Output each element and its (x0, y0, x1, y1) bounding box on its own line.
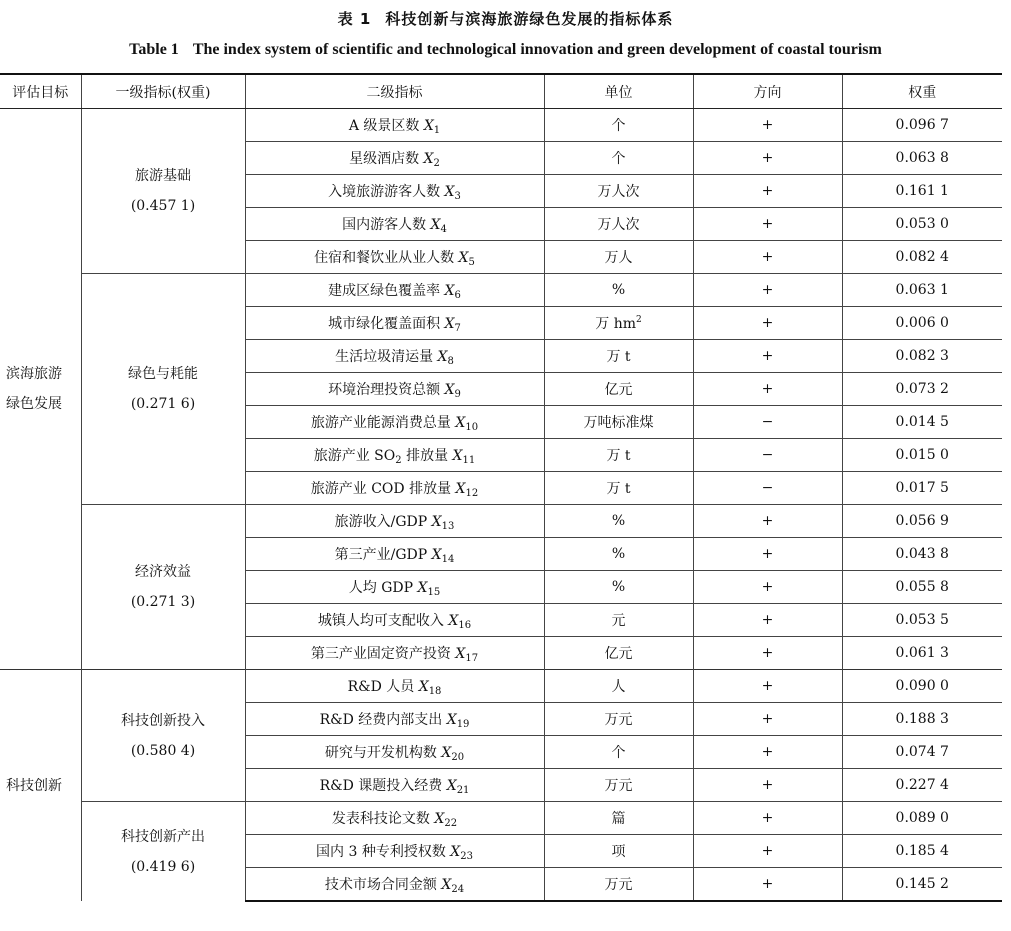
unit-text: 亿元 (604, 646, 633, 662)
level1-cell (81, 109, 245, 274)
indicator-variable-subscript: 10 (465, 421, 479, 433)
table-title-cn (0, 8, 1011, 29)
table-title-cn-text: 科技创新与滨海旅游绿色发展的指标体系 (385, 10, 674, 28)
table-row (0, 670, 1002, 703)
weight-cell: 0.082 4 (842, 241, 1002, 274)
level2-indicator-cell (245, 175, 544, 208)
level2-indicator-cell (245, 307, 544, 340)
weight-cell: 0.055 8 (842, 571, 1002, 604)
indicator-name: 入境旅游游客人数 (328, 183, 441, 200)
indicator-variable-subscript: 6 (454, 289, 461, 301)
indicator-variable-subscript: 22 (444, 817, 458, 829)
header-level1: 一级指标(权重) (81, 74, 245, 109)
weight-cell: 0.063 8 (842, 142, 1002, 175)
weight-cell: 0.188 3 (842, 703, 1002, 736)
indicator-name: 城镇人均可支配收入 (317, 612, 444, 629)
level2-indicator-cell (245, 604, 544, 637)
unit-cell (544, 439, 693, 472)
weight-cell: 0.090 0 (842, 670, 1002, 703)
unit-text: 篇 (611, 811, 626, 827)
level1-name: 科技创新产出 (121, 828, 205, 845)
table-number-en: Table 1 (129, 41, 179, 58)
indicator-variable-subscript: 8 (447, 355, 454, 367)
direction-cell: + (693, 340, 842, 373)
indicator-name-suffix: 排放量 (401, 447, 449, 464)
level2-indicator-cell (245, 439, 544, 472)
unit-cell (544, 835, 693, 868)
indicator-variable-subscript: 9 (454, 388, 461, 400)
indicator-variable: X (417, 579, 428, 596)
indicator-name: R&D 课题投入经费 (319, 777, 443, 794)
indicator-name: 生活垃圾清运量 (335, 348, 434, 365)
table-title-en (0, 41, 1011, 59)
header-level2: 二级指标 (245, 74, 544, 109)
indicator-variable-subscript: 1 (433, 124, 441, 136)
indicator-name: 第三产业/GDP (334, 546, 428, 563)
unit-cell (544, 406, 693, 439)
direction-cell: + (693, 769, 842, 802)
indicator-variable-subscript: 11 (462, 454, 476, 466)
indicator-variable-subscript: 17 (465, 652, 479, 664)
weight-cell: 0.061 3 (842, 637, 1002, 670)
indicator-name: 建成区绿色覆盖率 (328, 282, 441, 299)
indicator-variable-subscript: 7 (454, 322, 461, 334)
level2-indicator-cell (245, 505, 544, 538)
weight-cell: 0.006 0 (842, 307, 1002, 340)
goal-label-line: 滨海旅游 (6, 366, 62, 382)
goal-cell (0, 670, 81, 902)
level2-indicator-cell (245, 802, 544, 835)
weight-cell: 0.185 4 (842, 835, 1002, 868)
direction-cell: + (693, 208, 842, 241)
level1-name: 绿色与耗能 (128, 366, 198, 382)
unit-cell (544, 274, 693, 307)
indicator-name: 旅游收入/GDP (334, 513, 428, 530)
direction-cell: + (693, 802, 842, 835)
indicator-name: 研究与开发机构数 (324, 744, 437, 761)
direction-cell: + (693, 307, 842, 340)
unit-text: 万 t (606, 349, 631, 365)
unit-text: 万吨标准煤 (583, 415, 654, 431)
direction-cell: + (693, 175, 842, 208)
direction-cell: + (693, 835, 842, 868)
direction-cell: + (693, 571, 842, 604)
level2-indicator-cell (245, 109, 544, 142)
indicator-name: 人均 GDP (348, 579, 414, 596)
direction-cell: + (693, 109, 842, 142)
level2-indicator-cell (245, 703, 544, 736)
indicator-variable: X (441, 876, 452, 893)
level2-indicator-cell (245, 208, 544, 241)
level1-name: 科技创新投入 (121, 712, 205, 729)
goal-label-line: 绿色发展 (6, 396, 62, 412)
weight-cell: 0.053 5 (842, 604, 1002, 637)
weight-cell: 0.017 5 (842, 472, 1002, 505)
level1-weight: (0.419 6) (130, 858, 196, 875)
indicator-variable: X (458, 249, 469, 266)
indicator-variable-subscript: 19 (456, 718, 470, 730)
table-number-cn: 表 1 (337, 10, 372, 28)
level1-weight: (0.271 6) (130, 396, 196, 412)
unit-text: % (611, 546, 626, 562)
indicator-name-subscript: 2 (395, 454, 402, 466)
indicator-variable-subscript: 5 (468, 256, 475, 268)
table-row (0, 109, 1002, 142)
level1-weight: (0.271 3) (130, 594, 196, 610)
goal-cell (0, 109, 81, 670)
table-row (0, 274, 1002, 307)
weight-cell: 0.053 0 (842, 208, 1002, 241)
indicator-variable: X (423, 150, 434, 167)
unit-cell (544, 868, 693, 902)
table-body (0, 109, 1002, 902)
direction-cell: + (693, 736, 842, 769)
table-title-en-text: The index system of scientific and technological innovation and green development of coastal tourism (192, 41, 882, 58)
unit-text: 万元 (604, 877, 633, 893)
indicator-variable-subscript: 3 (454, 190, 461, 202)
header-goal: 评估目标 (0, 74, 81, 109)
unit-text: 人 (611, 679, 626, 695)
unit-cell (544, 241, 693, 274)
indicator-name: R&D 经费内部支出 (319, 711, 443, 728)
direction-cell: + (693, 703, 842, 736)
indicator-variable: X (448, 612, 459, 629)
table-row (0, 505, 1002, 538)
direction-cell: + (693, 538, 842, 571)
unit-cell (544, 109, 693, 142)
direction-cell: + (693, 670, 842, 703)
unit-cell (544, 142, 693, 175)
indicator-variable: X (431, 513, 442, 530)
unit-cell (544, 175, 693, 208)
indicator-variable: X (452, 447, 463, 464)
unit-text: 万元 (604, 778, 633, 794)
unit-cell (544, 373, 693, 406)
level2-indicator-cell (245, 670, 544, 703)
header-direction: 方向 (693, 74, 842, 109)
indicator-name: 旅游产业 SO (313, 447, 396, 464)
indicator-name: 城市绿化覆盖面积 (328, 315, 441, 332)
direction-cell: + (693, 505, 842, 538)
indicator-variable-subscript: 24 (451, 883, 465, 895)
direction-cell: + (693, 604, 842, 637)
unit-superscript: 2 (636, 315, 642, 325)
indicator-variable: X (431, 546, 442, 563)
direction-cell: − (693, 406, 842, 439)
unit-text: 个 (611, 745, 626, 761)
direction-cell: + (693, 868, 842, 902)
indicator-variable: X (418, 678, 429, 695)
weight-cell: 0.073 2 (842, 373, 1002, 406)
indicator-variable: X (434, 810, 445, 827)
unit-cell (544, 538, 693, 571)
indicator-variable: X (441, 744, 452, 761)
indicator-variable-subscript: 15 (427, 586, 441, 598)
level2-indicator-cell (245, 736, 544, 769)
indicator-variable-subscript: 4 (440, 223, 447, 235)
unit-text: 万人次 (597, 184, 640, 200)
unit-text: 万人次 (597, 217, 640, 233)
indicator-name: 国内游客人数 (342, 216, 427, 233)
header-weight: 权重 (842, 74, 1002, 109)
level2-indicator-cell (245, 241, 544, 274)
level2-indicator-cell (245, 142, 544, 175)
indicator-variable: X (455, 414, 466, 431)
unit-cell (544, 505, 693, 538)
level2-indicator-cell (245, 835, 544, 868)
indicator-variable-subscript: 18 (428, 685, 442, 697)
indicator-name: 旅游产业能源消费总量 (310, 414, 451, 431)
indicator-variable-subscript: 13 (441, 520, 455, 532)
level2-indicator-cell (245, 340, 544, 373)
weight-cell: 0.043 8 (842, 538, 1002, 571)
unit-cell (544, 703, 693, 736)
indicator-variable-subscript: 2 (433, 157, 440, 169)
indicator-variable: X (455, 645, 466, 662)
level1-weight: (0.580 4) (130, 742, 196, 759)
unit-cell (544, 307, 693, 340)
indicator-variable: X (423, 117, 434, 134)
weight-cell: 0.227 4 (842, 769, 1002, 802)
index-system-table (0, 73, 1002, 902)
unit-text: % (611, 282, 626, 298)
level2-indicator-cell (245, 406, 544, 439)
weight-cell: 0.096 7 (842, 109, 1002, 142)
unit-text: % (611, 513, 626, 529)
level2-indicator-cell (245, 571, 544, 604)
indicator-variable-subscript: 20 (451, 751, 465, 763)
weight-cell: 0.014 5 (842, 406, 1002, 439)
direction-cell: + (693, 142, 842, 175)
indicator-name: R&D 人员 (347, 678, 415, 695)
level2-indicator-cell (245, 373, 544, 406)
header-unit: 单位 (544, 74, 693, 109)
goal-label-line: 科技创新 (6, 777, 62, 794)
unit-cell (544, 472, 693, 505)
weight-cell: 0.056 9 (842, 505, 1002, 538)
unit-text: 个 (611, 118, 626, 134)
level2-indicator-cell (245, 868, 544, 902)
indicator-variable: X (444, 183, 455, 200)
table-header-row (0, 74, 1002, 109)
indicator-variable-subscript: 21 (456, 784, 470, 796)
level1-weight: (0.457 1) (130, 198, 196, 214)
unit-cell (544, 340, 693, 373)
direction-cell: + (693, 241, 842, 274)
level1-name: 旅游基础 (135, 168, 191, 184)
indicator-variable: X (444, 381, 455, 398)
indicator-variable-subscript: 14 (441, 553, 455, 565)
level1-cell (81, 670, 245, 802)
unit-cell (544, 637, 693, 670)
direction-cell: + (693, 373, 842, 406)
unit-text: 个 (611, 151, 626, 167)
weight-cell: 0.082 3 (842, 340, 1002, 373)
level1-cell (81, 505, 245, 670)
indicator-variable: X (446, 777, 457, 794)
table-row (0, 802, 1002, 835)
unit-text: 万 hm (595, 316, 636, 332)
indicator-variable: X (446, 711, 457, 728)
indicator-name: 旅游产业 COD 排放量 (310, 480, 452, 497)
level2-indicator-cell (245, 472, 544, 505)
unit-cell (544, 604, 693, 637)
indicator-name: 国内 3 种专利授权数 (316, 843, 446, 860)
unit-text: % (611, 579, 626, 595)
unit-text: 万人 (604, 250, 633, 266)
weight-cell: 0.145 2 (842, 868, 1002, 902)
direction-cell: + (693, 274, 842, 307)
indicator-name: 住宿和餐饮业从业人数 (314, 249, 455, 266)
level1-cell (81, 802, 245, 902)
unit-text: 元 (611, 613, 626, 629)
indicator-variable-subscript: 12 (465, 487, 479, 499)
indicator-variable-subscript: 23 (460, 850, 473, 862)
unit-text: 万 t (606, 448, 631, 464)
unit-text: 亿元 (604, 382, 633, 398)
weight-cell: 0.074 7 (842, 736, 1002, 769)
unit-text: 项 (611, 844, 626, 860)
weight-cell: 0.015 0 (842, 439, 1002, 472)
weight-cell: 0.063 1 (842, 274, 1002, 307)
indicator-name: 发表科技论文数 (331, 810, 430, 827)
indicator-variable: X (450, 843, 461, 860)
direction-cell: + (693, 637, 842, 670)
level2-indicator-cell (245, 637, 544, 670)
unit-cell (544, 571, 693, 604)
weight-cell: 0.089 0 (842, 802, 1002, 835)
indicator-name: 环境治理投资总额 (328, 381, 441, 398)
unit-text: 万 t (606, 481, 631, 497)
indicator-name: A 级景区数 (348, 117, 420, 134)
level2-indicator-cell (245, 538, 544, 571)
indicator-variable: X (444, 315, 455, 332)
indicator-name: 星级酒店数 (349, 150, 420, 167)
level1-name: 经济效益 (135, 564, 191, 580)
level1-cell (81, 274, 245, 505)
indicator-name: 第三产业固定资产投资 (310, 645, 451, 662)
indicator-variable: X (437, 348, 448, 365)
level2-indicator-cell (245, 274, 544, 307)
unit-cell (544, 802, 693, 835)
weight-cell: 0.161 1 (842, 175, 1002, 208)
unit-cell (544, 769, 693, 802)
indicator-variable-subscript: 16 (458, 619, 472, 631)
indicator-variable: X (430, 216, 441, 233)
direction-cell: − (693, 439, 842, 472)
indicator-variable: X (455, 480, 466, 497)
direction-cell: − (693, 472, 842, 505)
unit-cell (544, 208, 693, 241)
unit-cell (544, 670, 693, 703)
unit-text: 万元 (604, 712, 633, 728)
level2-indicator-cell (245, 769, 544, 802)
indicator-variable: X (444, 282, 455, 299)
indicator-name: 技术市场合同金额 (324, 876, 437, 893)
unit-cell (544, 736, 693, 769)
